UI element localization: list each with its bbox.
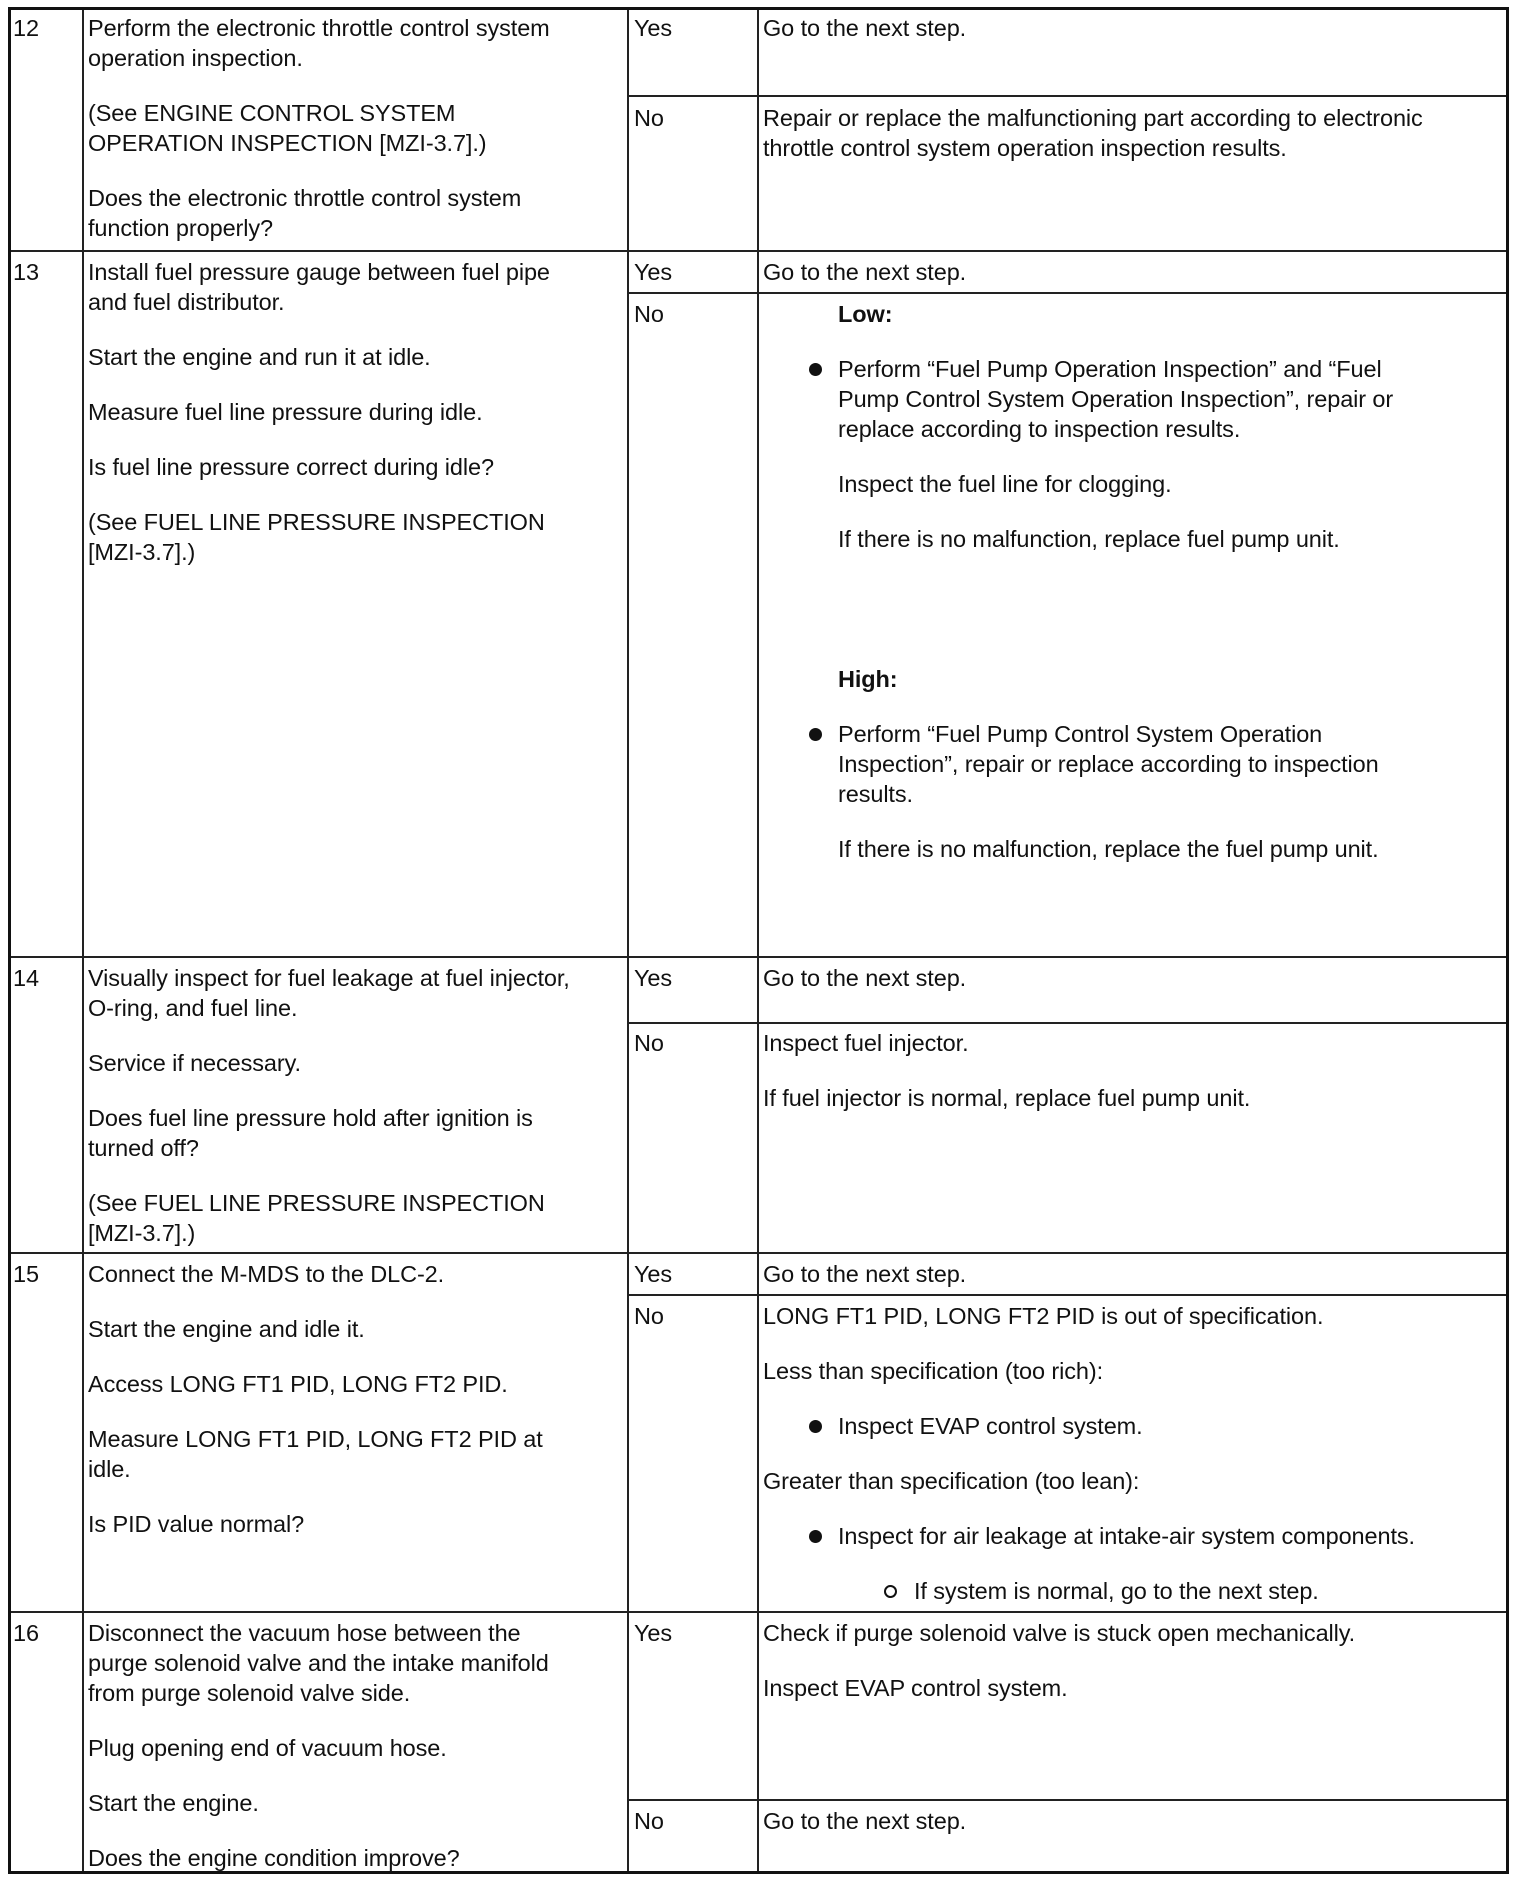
step-number-cell xyxy=(8,1612,83,1874)
no-label-cell xyxy=(628,1295,758,1612)
step-number: 13 xyxy=(13,259,39,285)
no-action-line: Inspection”, repair or replace according to inspection xyxy=(838,751,1379,777)
no-action-line: If fuel injector is normal, replace fuel pump unit. xyxy=(763,1085,1251,1111)
question-line: OPERATION INSPECTION [MZI-3.7].) xyxy=(88,130,487,156)
yes-label: Yes xyxy=(634,1261,673,1287)
no-action-line: Less than specification (too rich): xyxy=(763,1358,1104,1384)
question-line: Measure LONG FT1 PID, LONG FT2 PID at xyxy=(88,1426,543,1452)
no-label: No xyxy=(634,1808,664,1834)
question-line: Does fuel line pressure hold after ignition is xyxy=(88,1105,533,1131)
question-line: (See FUEL LINE PRESSURE INSPECTION xyxy=(88,509,545,535)
question-line: Does the engine condition improve? xyxy=(88,1845,460,1871)
question-line: Start the engine and run it at idle. xyxy=(88,344,431,370)
step-number: 14 xyxy=(13,965,39,991)
question-line: Perform the electronic throttle control system xyxy=(88,15,550,41)
question-line: Access LONG FT1 PID, LONG FT2 PID. xyxy=(88,1371,508,1397)
no-action-line: Go to the next step. xyxy=(763,1808,967,1834)
no-label: No xyxy=(634,1303,664,1329)
low-heading: Low: xyxy=(838,301,893,327)
question-line: function properly? xyxy=(88,215,274,241)
yes-action-line: Go to the next step. xyxy=(763,1261,967,1287)
no-action-line: Repair or replace the malfunctioning part according to electronic xyxy=(763,105,1423,131)
step-number-cell xyxy=(8,957,83,1253)
question-line: Start the engine. xyxy=(88,1790,259,1816)
no-label: No xyxy=(634,301,664,327)
no-action-line: Inspect fuel injector. xyxy=(763,1030,969,1056)
no-action-line: Perform “Fuel Pump Control System Operation xyxy=(838,721,1323,747)
yes-label: Yes xyxy=(634,965,673,991)
step-number: 16 xyxy=(13,1620,39,1646)
bullet-icon xyxy=(809,1530,822,1543)
high-heading: High: xyxy=(838,666,898,692)
no-action-line: replace according to inspection results. xyxy=(838,416,1241,442)
question-line: Disconnect the vacuum hose between the xyxy=(88,1620,521,1646)
yes-action-line: Inspect EVAP control system. xyxy=(763,1675,1068,1701)
yes-label: Yes xyxy=(634,1620,673,1646)
no-action-line: throttle control system operation inspection results. xyxy=(763,135,1287,161)
question-line: Visually inspect for fuel leakage at fuel injector, xyxy=(88,965,570,991)
question-line: Start the engine and idle it. xyxy=(88,1316,365,1342)
yes-label: Yes xyxy=(634,259,673,285)
question-line: (See ENGINE CONTROL SYSTEM xyxy=(88,100,456,126)
no-action-line: Greater than specification (too lean): xyxy=(763,1468,1140,1494)
no-action-line: Inspect the fuel line for clogging. xyxy=(838,471,1172,497)
question-line: Does the electronic throttle control system xyxy=(88,185,522,211)
question-line: Connect the M-MDS to the DLC-2. xyxy=(88,1261,445,1287)
step-number-cell xyxy=(8,1253,83,1612)
step-number-cell xyxy=(8,251,83,957)
question-line: purge solenoid valve and the intake manifold xyxy=(88,1650,549,1676)
step-number-cell xyxy=(8,7,83,251)
yes-action-line: Check if purge solenoid valve is stuck open mechanically. xyxy=(763,1620,1356,1646)
step-number: 12 xyxy=(13,15,39,41)
no-action-line: LONG FT1 PID, LONG FT2 PID is out of specification. xyxy=(763,1303,1324,1329)
yes-action-line: Go to the next step. xyxy=(763,259,967,285)
no-action-line: results. xyxy=(838,781,913,807)
question-line: Measure fuel line pressure during idle. xyxy=(88,399,483,425)
question-line: Install fuel pressure gauge between fuel pipe xyxy=(88,259,550,285)
diagnostic-procedure-table xyxy=(8,7,1509,1874)
question-line: Plug opening end of vacuum hose. xyxy=(88,1735,447,1761)
question-line: [MZI-3.7].) xyxy=(88,539,196,565)
question-line: from purge solenoid valve side. xyxy=(88,1680,411,1706)
no-action-line: Inspect for air leakage at intake-air system components. xyxy=(838,1523,1415,1549)
no-action-line: If system is normal, go to the next step. xyxy=(914,1578,1319,1604)
no-action-line: Perform “Fuel Pump Operation Inspection” and “Fuel xyxy=(838,356,1382,382)
no-label: No xyxy=(634,105,664,131)
question-line: and fuel distributor. xyxy=(88,289,285,315)
no-label: No xyxy=(634,1030,664,1056)
question-line: Is fuel line pressure correct during idle? xyxy=(88,454,494,480)
question-line: [MZI-3.7].) xyxy=(88,1220,196,1246)
yes-label: Yes xyxy=(634,15,673,41)
no-label-cell xyxy=(628,293,758,957)
sub-bullet-icon xyxy=(884,1585,897,1598)
question-line: turned off? xyxy=(88,1135,199,1161)
yes-action-line: Go to the next step. xyxy=(763,965,967,991)
question-line: Service if necessary. xyxy=(88,1050,301,1076)
question-line: O-ring, and fuel line. xyxy=(88,995,298,1021)
bullet-icon xyxy=(809,1420,822,1433)
yes-action-line: Go to the next step. xyxy=(763,15,967,41)
no-action-line: Pump Control System Operation Inspection”, repair or xyxy=(838,386,1394,412)
bullet-icon xyxy=(809,363,822,376)
no-action-line: If there is no malfunction, replace fuel pump unit. xyxy=(838,526,1340,552)
question-line: Is PID value normal? xyxy=(88,1511,305,1537)
no-action-line: Inspect EVAP control system. xyxy=(838,1413,1143,1439)
question-line: idle. xyxy=(88,1456,131,1482)
question-line: operation inspection. xyxy=(88,45,303,71)
bullet-icon xyxy=(809,728,822,741)
question-line: (See FUEL LINE PRESSURE INSPECTION xyxy=(88,1190,545,1216)
no-action-cell xyxy=(758,1295,1509,1612)
step-number: 15 xyxy=(13,1261,39,1287)
no-action-line: If there is no malfunction, replace the fuel pump unit. xyxy=(838,836,1379,862)
